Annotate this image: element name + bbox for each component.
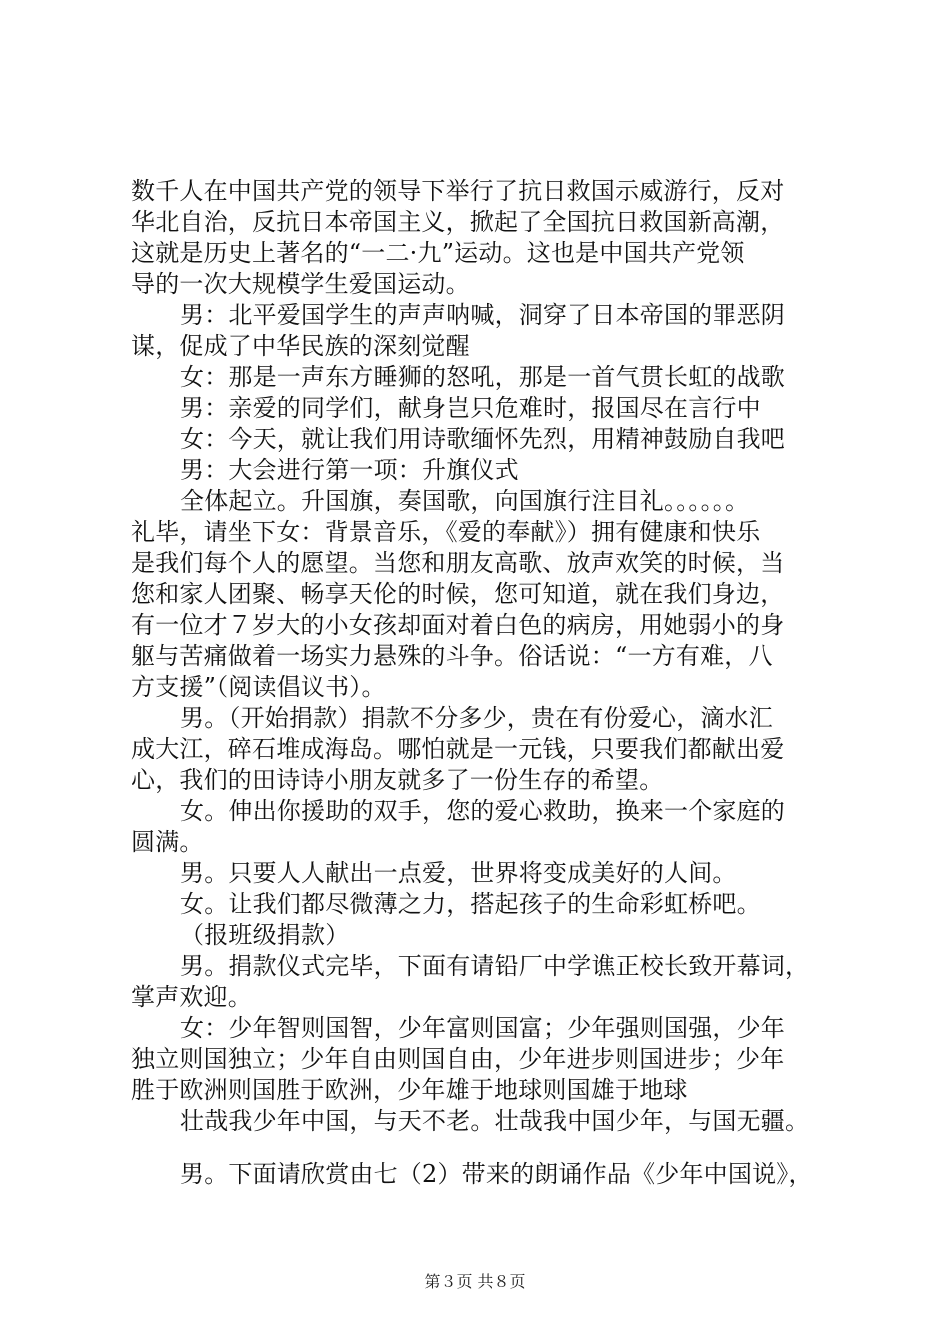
- text-line: 女：少年智则国智，少年富则国富；少年强则国强，少年: [180, 1014, 785, 1042]
- page-number-footer: 第３页 共８页: [424, 1272, 526, 1291]
- text-line: 男：亲爱的同学们，献身岂只危难时，报国尽在言行中: [180, 394, 761, 422]
- text-line: 成大江，碎石堆成海岛。哪怕就是一元钱，只要我们都献出爱: [131, 735, 785, 763]
- text-line: 女：那是一声东方睡狮的怒吼，那是一首气贯长虹的战歌: [180, 363, 785, 391]
- text-line: 您和家人团聚、畅享天伦的时候，您可知道，就在我们身边，: [131, 580, 785, 608]
- text-line: 谋，促成了中华民族的深刻觉醒: [131, 332, 470, 360]
- text-line: 这就是历史上著名的“一二·九”运动。这也是中国共产党领: [131, 239, 745, 267]
- text-line: 男：北平爱国学生的声声呐喊，洞穿了日本帝国的罪恶阴: [180, 301, 785, 329]
- text-line: 数千人在中国共产党的领导下举行了抗日救国示威游行，反对: [131, 177, 785, 205]
- text-line: 男：大会进行第一项：升旗仪式: [180, 456, 519, 484]
- text-line: 男。（开始捐款）捐款不分多少，贵在有份爱心，滴水汇: [180, 704, 773, 732]
- text-line: 男。下面请欣赏由七（2）带来的朗诵作品《少年中国说》，: [180, 1160, 813, 1188]
- text-line: 女。让我们都尽微薄之力，搭起孩子的生命彩虹桥吧。: [180, 890, 761, 918]
- text-line: 胜于欧洲则国胜于欧洲，少年雄于地球则国雄于地球: [131, 1076, 688, 1104]
- text-line: 心，我们的田诗诗小朋友就多了一份生存的希望。: [131, 766, 664, 794]
- text-line: 是我们每个人的愿望。当您和朋友高歌、放声欢笑的时候，当: [131, 549, 785, 577]
- text-line: 华北自治，反抗日本帝国主义，掀起了全国抗日救国新高潮，: [131, 208, 785, 236]
- document-body: [131, 176, 831, 1190]
- text-line: 男。只要人人献出一点爱，世界将变成美好的人间。: [180, 859, 737, 887]
- text-line: 导的一次大规模学生爱国运动。: [131, 270, 470, 298]
- text-line: 礼毕，请坐下女：背景音乐，《爱的奉献》）拥有健康和快乐: [131, 518, 761, 546]
- text-line: 圆满。: [131, 828, 204, 856]
- paragraph-gap: [131, 1137, 831, 1159]
- text-line: 有一位才７岁大的小女孩却面对着白色的病房，用她弱小的身: [131, 611, 785, 639]
- text-line: 方支援”（阅读倡议书）。: [131, 673, 386, 701]
- text-line: 壮哉我少年中国，与天不老。壮哉我中国少年，与国无疆。: [180, 1107, 810, 1135]
- text-line: 女。伸出你援助的双手，您的爱心救助，换来一个家庭的: [180, 797, 785, 825]
- text-line: 躯与苦痛做着一场实力悬殊的斗争。俗话说：“一方有难，八: [131, 642, 773, 670]
- text-line: 女：今天，就让我们用诗歌缅怀先烈，用精神鼓励自我吧: [180, 425, 785, 453]
- text-line: （报班级捐款）: [180, 921, 350, 949]
- text-line: 男。捐款仪式完毕，下面有请铅厂中学谯正校长致开幕词，: [180, 952, 810, 980]
- text-line: 独立则国独立；少年自由则国自由，少年进步则国进步；少年: [131, 1045, 785, 1073]
- text-line: 全体起立。升国旗，奏国歌，向国旗行注目礼。。。。。。: [180, 487, 750, 515]
- text-line: 掌声欢迎。: [131, 983, 252, 1011]
